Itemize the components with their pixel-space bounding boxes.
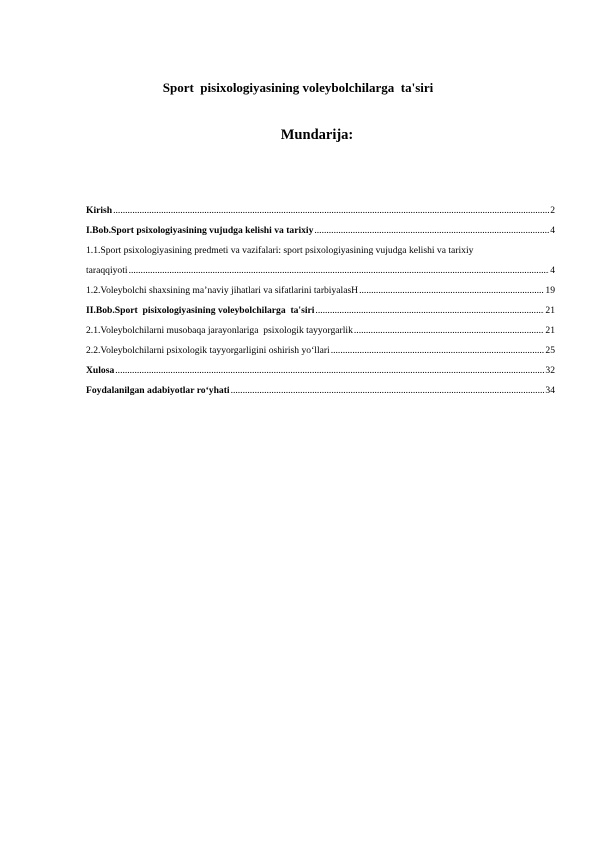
toc-entry-page: 21 <box>545 305 555 316</box>
dot-leader <box>359 281 544 301</box>
toc-entry-label: taraqqiyoti <box>86 265 128 276</box>
toc-entry-label: Kirish <box>86 205 113 216</box>
table-of-contents <box>86 201 555 401</box>
dot-leader <box>331 341 545 361</box>
toc-entry-kirish[interactable] <box>86 201 555 221</box>
toc-entry-chapter-1[interactable] <box>86 221 555 241</box>
dot-leader <box>115 361 544 381</box>
toc-entry-page: 21 <box>545 325 555 336</box>
toc-entry-bibliography[interactable] <box>86 381 555 401</box>
dot-leader <box>354 321 545 341</box>
toc-entry-label: I.Bob.Sport psixologiyasining vujudga kelishi va tarixiy <box>86 225 314 236</box>
toc-entry-page: 4 <box>550 265 555 276</box>
toc-entry-label: II.Bob.Sport pisixologiyasining voleybolchilarga ta'siri <box>86 305 315 316</box>
toc-entry-page: 34 <box>545 385 555 396</box>
toc-entry-page: 25 <box>545 345 555 356</box>
toc-entry-label: 2.1.Voleybolchilarni musobaqa jarayonlariga psixologik tayyorgarlik <box>86 325 353 336</box>
dot-leader <box>314 221 549 241</box>
toc-entry-page: 32 <box>545 365 555 376</box>
toc-entry-xulosa[interactable] <box>86 361 555 381</box>
toc-entry-section-2-1[interactable] <box>86 321 555 341</box>
toc-entry-label: 1.2.Voleybolchi shaxsining ma’naviy jihatlari va sifatlarini tarbiyalasH <box>86 285 359 296</box>
toc-entry-chapter-2[interactable] <box>86 301 555 321</box>
dot-leader <box>315 301 544 321</box>
toc-entry-page: 19 <box>545 285 555 296</box>
toc-entry-section-1-2[interactable] <box>86 281 555 301</box>
dot-leader <box>129 261 550 281</box>
toc-heading: Mundarija: <box>280 127 354 143</box>
document-title: Sport pisixologiyasining voleybolchilarga ta'siri <box>162 80 434 95</box>
dot-leader <box>113 201 549 221</box>
toc-entry-label: 2.2.Voleybolchilarni psixologik tayyorgarligini oshirish yo‘llari <box>86 345 330 356</box>
dot-leader <box>231 381 545 401</box>
toc-entry-section-2-2[interactable] <box>86 341 555 361</box>
toc-entry-page: 4 <box>550 225 555 236</box>
toc-entry-page: 2 <box>550 205 555 216</box>
toc-entry-label: Foydalanilgan adabiyotlar ro‘yhati <box>86 385 230 396</box>
toc-entry-label: Xulosa <box>86 365 115 376</box>
toc-entry-label-line1: 1.1.Sport psixologiyasining predmeti va vazifalari: sport psixologiyasining vujudga kelishi va tarixiy <box>86 245 474 256</box>
toc-entry-section-1-1[interactable] <box>86 241 555 281</box>
